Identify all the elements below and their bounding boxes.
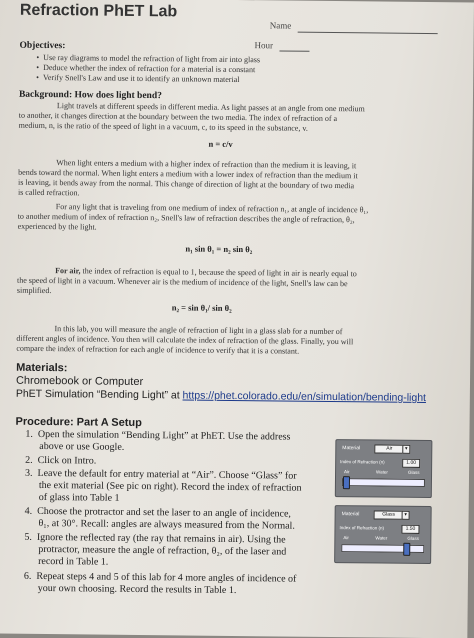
background-p3-line: to another medium of index of refraction n₂, Snell's law of refraction describes the angle of refraction, θ₂, (17, 211, 355, 225)
tick-label-water: Water (376, 469, 388, 475)
name-blank-line (298, 32, 438, 34)
background-p4-line: For air, the index of refraction is equal to 1, because the speed of light in air is nearly equal to (55, 266, 357, 279)
index-slider-thumb[interactable] (343, 476, 350, 489)
tick-label-air: Air (344, 469, 350, 475)
background-p3-line: For any light that is traveling from one medium of index of refraction n₁, at angle of incidence θ₁, (55, 202, 369, 215)
chevron-down-icon[interactable]: ▾ (402, 511, 410, 520)
background-p4-line: simplified. (16, 285, 52, 296)
materials-line-phet: PhET Simulation “Bending Light” at https://phet.colorado.edu/en/simulation/bending-light (15, 387, 427, 405)
background-p1-line: Light travels at different speeds in different media. As light passes at an angle from one medium (56, 101, 365, 114)
procedure-step-cont: the exit material (See pic on right). Record the index of refraction (38, 479, 302, 494)
page-title: Refraction PhET Lab (19, 1, 178, 21)
material-label: Material (341, 511, 360, 518)
equation-snells-law: n₁ sin θ₁ = n₂ sin θ₂ (185, 243, 253, 255)
background-p2-line: bends toward the normal. When light enters a medium with a lower index of refraction than the medium it (18, 167, 358, 181)
index-value-field[interactable]: 1.50 (401, 525, 419, 534)
index-slider-track[interactable] (342, 478, 425, 487)
procedure-step: 4. Choose the protractor and set the laser to an angle of incidence, (24, 505, 291, 520)
phet-simulation-link[interactable]: https://phet.colorado.edu/en/simulation/bending-light (182, 389, 427, 405)
background-p5-line: different angles of incidence. You then will calculate the index of refraction of the glass. Finally, you will (16, 333, 354, 347)
material-dropdown[interactable]: Air (374, 444, 404, 453)
procedure-step-cont: your own choosing. Record the results in Table 1. (37, 582, 237, 597)
index-label: Index of Refraction (n) (340, 459, 385, 465)
index-slider-track[interactable] (341, 544, 424, 553)
background-p1-line: to another, it changes direction at the boundary between the two media. The index of refraction of a (18, 110, 338, 124)
objective-item: • Verify Snell's Law and use it to identify an unknown material (36, 72, 240, 85)
background-p3-line: experienced by the light. (17, 221, 97, 232)
background-p4-line: the speed of light in a vacuum. Whenever air is the medium of incidence of the light, Snell's law can be (17, 275, 348, 289)
procedure-step-cont: above or use Google. (39, 440, 125, 453)
material-dropdown[interactable]: Glass (374, 510, 404, 519)
tick-label-air: Air (343, 535, 349, 541)
procedure-step: 6. Repeat steps 4 and 5 of this lab for 4 more angles of incidence of (23, 570, 297, 585)
tick-label-glass: Glass (408, 469, 420, 475)
background-p2-line: When light enters a medium with a higher index of refraction than the medium it is leaving, it (56, 158, 357, 171)
procedure-step-cont: protractor, measure the angle of refraction, θ₂, of the laser and (38, 543, 287, 558)
chevron-down-icon[interactable]: ▾ (402, 445, 410, 454)
index-label: Index of Refraction (n) (339, 525, 385, 531)
procedure-step: 2. Click on Intro. (25, 454, 97, 467)
objectives-heading: Objectives: (19, 40, 66, 52)
procedure-heading: Procedure: Part A Setup (15, 415, 142, 430)
sim-material-panel-glass (334, 505, 432, 564)
name-label: Name (269, 20, 292, 31)
procedure-step: 5. Ignore the reflected ray (the ray that remains in air). Using the (24, 531, 286, 546)
tick-label-water: Water (375, 535, 388, 541)
procedure-step-cont: θ₁, at 30°. Recall: angles are always measured from the Normal. (38, 517, 295, 532)
sim-material-panel-air (335, 439, 433, 498)
procedure-step-cont: record in Table 1. (38, 555, 109, 568)
materials-heading: Materials: (16, 361, 68, 375)
material-label: Material (342, 445, 361, 452)
procedure-step: 1. Open the simulation “Bending Light” at PhET. Use the address (25, 428, 291, 443)
index-value-field[interactable]: 1.00 (402, 459, 420, 468)
equation-index-definition: n = c/v (208, 138, 233, 149)
hour-label: Hour (254, 40, 274, 51)
background-p5-line: compare the index of refraction for each angle of incidence to verify that it is a constant. (16, 343, 300, 356)
background-p2-line: is called refraction. (17, 187, 80, 198)
procedure-step-cont: of glass into Table 1 (38, 491, 120, 504)
tick-label-glass: Glass (407, 535, 419, 541)
background-p1-line: medium, n, is the ratio of the speed of light in a vacuum, c, to its speed in the substance, v. (18, 120, 308, 133)
background-heading: Background: How does light bend? (18, 89, 162, 102)
hour-blank-line (279, 50, 309, 51)
procedure-step: 3. Leave the default for entry material at “Air”. Choose “Glass” for (24, 467, 297, 482)
objective-item: • Use ray diagrams to model the refraction of light from air into glass (36, 52, 261, 65)
background-p2-line: is leaving, it bends away from the normal. This change of direction of light at the boundary of two media (18, 177, 355, 191)
background-p5-line: In this lab, you will measure the angle of refraction of light in a glass slab for a number of (54, 324, 343, 337)
objective-item: • Deduce whether the index of refraction for a material is a constant (36, 62, 256, 75)
index-slider-thumb[interactable] (403, 543, 410, 556)
equation-simplified: n₂ = sin θ₁/ sin θ₂ (171, 302, 232, 313)
materials-line-computer: Chromebook or Computer (15, 374, 144, 389)
